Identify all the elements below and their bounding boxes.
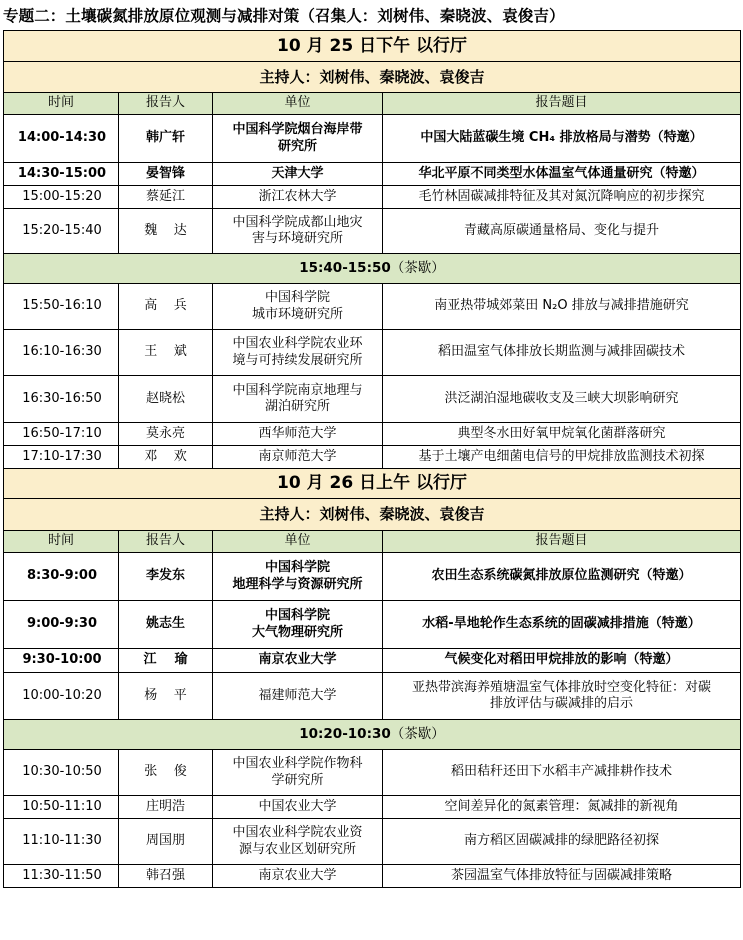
talk-speaker: 张 俊	[119, 750, 213, 796]
break-note: （茶歇）	[390, 260, 445, 277]
talk-unit-line: 中国农业大学	[258, 798, 337, 814]
talk-title-line: 洪泛湖泊湿地碳收支及三峡大坝影响研究	[444, 390, 679, 406]
talk-time: 16:50-17:10	[4, 423, 119, 446]
talk-unit-line: 福建师范大学	[258, 687, 337, 703]
talk-unit	[213, 601, 383, 649]
talk-title-line: 稻田秸秆还田下水稻丰产减排耕作技术	[450, 764, 672, 780]
talk-title	[383, 330, 741, 376]
tea-break-row	[4, 720, 741, 750]
col-header-title: 报告题目	[383, 531, 741, 553]
talk-unit	[213, 796, 383, 819]
schedule-table	[3, 30, 741, 888]
talk-title	[383, 115, 741, 163]
talk-title-line: 空间差异化的氮素管理：氮减排的新视角	[444, 798, 679, 814]
talk-unit	[213, 649, 383, 673]
talk-unit	[213, 673, 383, 720]
talk-row	[4, 865, 741, 888]
talk-title-line: 亚热带滨海养殖塘温室气体排放时空变化特征：对碳	[411, 679, 711, 695]
talk-unit-line: 地理科学与资源研究所	[232, 576, 363, 592]
day-title	[4, 31, 741, 62]
talk-title	[383, 673, 741, 720]
talk-title-line: 中国大陆蓝碳生境 CH₄ 排放格局与潜势（特邀）	[420, 130, 703, 146]
talk-title-line: 典型冬水田好氧甲烷氧化菌群落研究	[457, 425, 666, 441]
talk-speaker: 姚志生	[119, 601, 213, 649]
talk-title-line: 气候变化对稻田甲烷排放的影响（特邀）	[444, 652, 679, 668]
talk-speaker: 李发东	[119, 553, 213, 601]
talk-unit-line: 中国科学院	[264, 560, 330, 575]
talk-title	[383, 284, 741, 330]
col-header-time: 时间	[4, 531, 119, 553]
talk-speaker: 晏智锋	[119, 163, 213, 186]
talk-title-line: 茶园温室气体排放特征与固碳减排策略	[450, 867, 672, 883]
talk-speaker: 蔡延江	[119, 186, 213, 209]
talk-title	[383, 865, 741, 888]
talk-row	[4, 284, 741, 330]
talk-row	[4, 750, 741, 796]
talk-title	[383, 819, 741, 865]
talk-title	[383, 601, 741, 649]
talk-unit	[213, 186, 383, 209]
talk-time: 10:50-11:10	[4, 796, 119, 819]
talk-title-line: 排放评估与碳减排的启示	[489, 696, 633, 711]
talk-unit	[213, 163, 383, 186]
break-note: （茶歇）	[390, 726, 445, 743]
talk-unit-line: 中国科学院成都山地灾	[232, 214, 363, 230]
day-title-text: 10 月 26 日上午 以行厅	[4, 469, 741, 499]
talk-title	[383, 649, 741, 673]
day-title	[4, 469, 741, 499]
talk-time: 11:30-11:50	[4, 865, 119, 888]
talk-unit-line: 浙江农林大学	[258, 188, 337, 204]
talk-title	[383, 446, 741, 469]
talk-row	[4, 115, 741, 163]
talk-unit-line: 南京农业大学	[258, 867, 337, 883]
col-header-speaker: 报告人	[119, 93, 213, 115]
col-header-unit: 单位	[213, 531, 383, 553]
talk-title-line: 南亚热带城郊菜田 N₂O 排放与减排措施研究	[434, 298, 689, 314]
talk-unit-line: 中国科学院	[264, 290, 330, 305]
talk-speaker: 庄明浩	[119, 796, 213, 819]
talk-time: 16:10-16:30	[4, 330, 119, 376]
talk-title	[383, 796, 741, 819]
break-time: 15:40-15:50	[299, 260, 391, 277]
talk-unit	[213, 750, 383, 796]
col-header-unit: 单位	[213, 93, 383, 115]
talk-title-line: 基于土壤产电细菌电信号的甲烷排放监测技术初探	[418, 448, 705, 464]
talk-unit-line: 中国农业科学院农业环	[232, 336, 363, 351]
talk-speaker: 韩广轩	[119, 115, 213, 163]
day-title-text: 10 月 25 日下午 以行厅	[4, 31, 741, 62]
talk-row	[4, 186, 741, 209]
talk-row	[4, 796, 741, 819]
talk-title-line: 青藏高原碳通量格局、变化与提升	[463, 222, 659, 238]
talk-time: 9:00-9:30	[4, 601, 119, 649]
talk-row	[4, 376, 741, 423]
talk-row	[4, 163, 741, 186]
talk-row	[4, 601, 741, 649]
talk-unit-line: 天津大学	[271, 165, 324, 181]
talk-title-line: 水稻-旱地轮作生态系统的固碳减排措施（特邀）	[422, 616, 701, 632]
talk-time: 15:00-15:20	[4, 186, 119, 209]
talk-time: 17:10-17:30	[4, 446, 119, 469]
talk-time: 9:30-10:00	[4, 649, 119, 673]
talk-unit-line: 境与可持续发展研究所	[232, 352, 363, 368]
talk-unit-line: 中国科学院烟台海岸带	[232, 122, 363, 137]
talk-title	[383, 209, 741, 254]
talk-time: 16:30-16:50	[4, 376, 119, 423]
tea-break-row	[4, 254, 741, 284]
break-time: 10:20-10:30	[299, 726, 391, 743]
section-title: 专题二：土壤碳氮排放原位观测与减排对策（召集人：刘树伟、秦晓波、袁俊吉）	[3, 7, 565, 25]
talk-time: 11:10-11:30	[4, 819, 119, 865]
talk-row	[4, 649, 741, 673]
talk-speaker: 魏 达	[119, 209, 213, 254]
talk-speaker: 周国朋	[119, 819, 213, 865]
talk-unit-line: 研究所	[277, 138, 317, 154]
tea-break	[4, 254, 741, 284]
session-host-text: 主持人：刘树伟、秦晓波、袁俊吉	[4, 62, 741, 93]
talk-time: 15:20-15:40	[4, 209, 119, 254]
talk-unit-line: 中国农业科学院农业资	[232, 825, 363, 840]
talk-unit-line: 中国农业科学院作物科	[232, 756, 363, 771]
talk-unit	[213, 284, 383, 330]
talk-unit-line: 城市环境研究所	[251, 306, 343, 322]
talk-unit	[213, 330, 383, 376]
column-header-row	[4, 93, 741, 115]
talk-time: 14:30-15:00	[4, 163, 119, 186]
talk-speaker: 赵晓松	[119, 376, 213, 423]
session-host	[4, 499, 741, 531]
talk-title	[383, 163, 741, 186]
talk-unit-line: 学研究所	[271, 772, 324, 788]
talk-unit	[213, 209, 383, 254]
talk-unit	[213, 376, 383, 423]
talk-row	[4, 673, 741, 720]
talk-title-line: 华北平原不同类型水体温室气体通量研究（特邀）	[418, 165, 705, 181]
col-header-time: 时间	[4, 93, 119, 115]
talk-time: 10:30-10:50	[4, 750, 119, 796]
talk-unit	[213, 115, 383, 163]
talk-unit	[213, 819, 383, 865]
session-host	[4, 62, 741, 93]
talk-unit-line: 中国科学院	[264, 608, 330, 623]
talk-row	[4, 446, 741, 469]
talk-row	[4, 330, 741, 376]
talk-row	[4, 209, 741, 254]
talk-unit-line: 源与农业区划研究所	[238, 841, 356, 857]
talk-time: 10:00-10:20	[4, 673, 119, 720]
talk-title-line: 毛竹林固碳减排特征及其对氮沉降响应的初步探究	[418, 188, 705, 204]
talk-title	[383, 186, 741, 209]
talk-speaker: 江 瑜	[119, 649, 213, 673]
talk-unit-line: 湖泊研究所	[264, 399, 330, 414]
col-header-title: 报告题目	[383, 93, 741, 115]
talk-unit	[213, 423, 383, 446]
talk-title-line: 农田生态系统碳氮排放原位监测研究（特邀）	[431, 568, 692, 584]
talk-speaker: 高 兵	[119, 284, 213, 330]
talk-unit	[213, 553, 383, 601]
talk-row	[4, 819, 741, 865]
talk-row	[4, 423, 741, 446]
talk-speaker: 韩召强	[119, 865, 213, 888]
talk-unit-line: 中国科学院南京地理与	[232, 382, 363, 398]
talk-unit-line: 大气物理研究所	[251, 624, 343, 640]
talk-unit-line: 南京师范大学	[258, 448, 337, 464]
talk-unit	[213, 446, 383, 469]
talk-unit-line: 西华师范大学	[258, 425, 337, 441]
tea-break	[4, 720, 741, 750]
talk-time: 8:30-9:00	[4, 553, 119, 601]
talk-title	[383, 423, 741, 446]
talk-speaker: 杨 平	[119, 673, 213, 720]
talk-row	[4, 553, 741, 601]
col-header-speaker: 报告人	[119, 531, 213, 553]
talk-time: 15:50-16:10	[4, 284, 119, 330]
talk-speaker: 莫永亮	[119, 423, 213, 446]
talk-unit-line: 南京农业大学	[258, 652, 337, 668]
session-host-text: 主持人：刘树伟、秦晓波、袁俊吉	[4, 499, 741, 531]
talk-title-line: 南方稻区固碳减排的绿肥路径初探	[463, 833, 659, 849]
talk-unit-line: 害与环境研究所	[251, 231, 343, 246]
talk-title	[383, 553, 741, 601]
talk-unit	[213, 865, 383, 888]
talk-speaker: 邓 欢	[119, 446, 213, 469]
talk-title-line: 稻田温室气体排放长期监测与减排固碳技术	[437, 344, 685, 360]
column-header-row	[4, 531, 741, 553]
talk-title	[383, 750, 741, 796]
talk-title	[383, 376, 741, 423]
talk-speaker: 王 斌	[119, 330, 213, 376]
talk-time: 14:00-14:30	[4, 115, 119, 163]
